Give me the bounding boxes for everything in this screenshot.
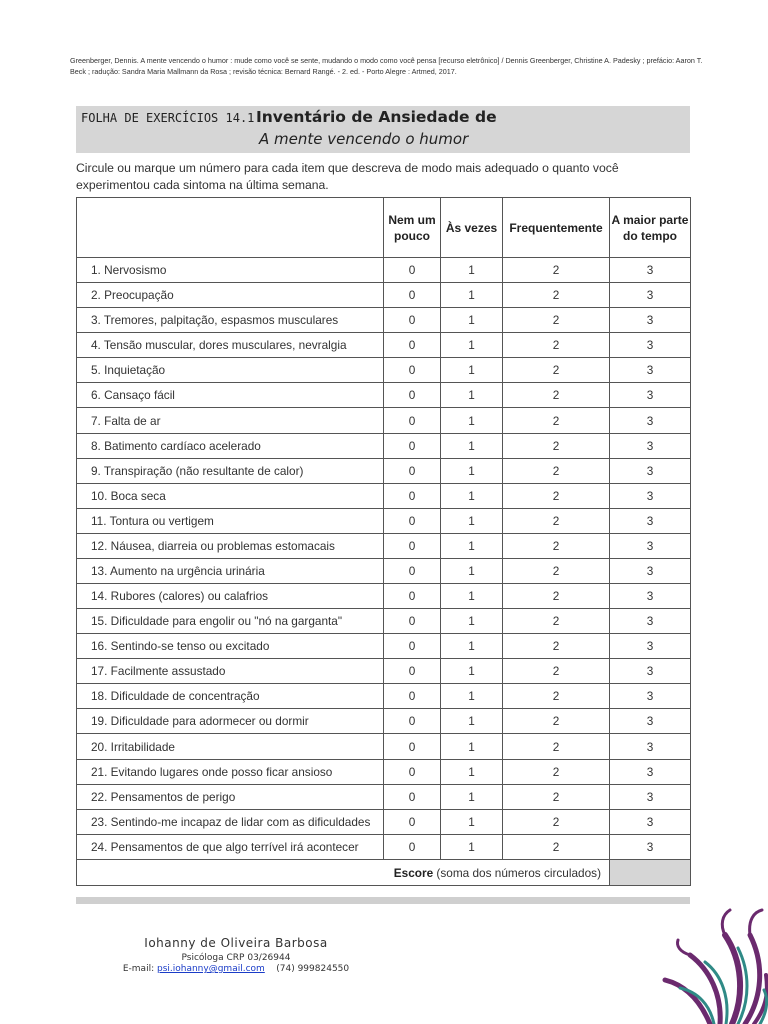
score-option-1[interactable]: 1 (441, 408, 503, 433)
table-row (77, 784, 691, 809)
header-frequentemente: Frequentemente (503, 198, 610, 258)
score-option-2[interactable]: 2 (503, 558, 610, 583)
score-option-1[interactable]: 1 (441, 784, 503, 809)
symptom-item: 1. Nervosismo (77, 258, 384, 283)
symptom-item: 2. Preocupação (77, 283, 384, 308)
score-option-0[interactable]: 0 (384, 383, 441, 408)
score-option-0[interactable]: 0 (384, 709, 441, 734)
score-option-0[interactable]: 0 (384, 759, 441, 784)
phone-number: (74) 999824550 (276, 964, 350, 974)
worksheet-title-box (76, 106, 690, 153)
score-option-1[interactable]: 1 (441, 609, 503, 634)
score-option-2[interactable]: 2 (503, 684, 610, 709)
score-option-3[interactable]: 3 (610, 383, 691, 408)
symptom-item: 3. Tremores, palpitação, espasmos musculares (77, 308, 384, 333)
worksheet-title: Inventário de Ansiedade de (256, 108, 497, 126)
symptom-item: 8. Batimento cardíaco acelerado (77, 433, 384, 458)
floral-logo-icon (650, 880, 768, 1024)
symptom-item: 24. Pensamentos de que algo terrível irá acontecer (77, 834, 384, 859)
score-option-1[interactable]: 1 (441, 709, 503, 734)
symptom-item: 13. Aumento na urgência urinária (77, 558, 384, 583)
table-row (77, 483, 691, 508)
score-option-0[interactable]: 0 (384, 408, 441, 433)
score-option-2[interactable]: 2 (503, 483, 610, 508)
score-option-0[interactable]: 0 (384, 508, 441, 533)
symptom-item: 5. Inquietação (77, 358, 384, 383)
author-crp: Psicóloga CRP 03/26944 (181, 953, 291, 963)
symptom-item: 14. Rubores (calores) ou calafrios (77, 584, 384, 609)
table-row (77, 584, 691, 609)
score-option-0[interactable]: 0 (384, 483, 441, 508)
header-item (77, 198, 384, 258)
score-row (77, 860, 691, 886)
score-option-3[interactable]: 3 (610, 508, 691, 533)
table-row (77, 834, 691, 859)
score-option-3[interactable]: 3 (610, 308, 691, 333)
score-option-2[interactable]: 2 (503, 383, 610, 408)
table-row (77, 283, 691, 308)
score-option-3[interactable]: 3 (610, 659, 691, 684)
table-row (77, 258, 691, 283)
symptom-item: 20. Irritabilidade (77, 734, 384, 759)
instructions-text: Circule ou marque um número para cada item que descreva de modo mais adequado o quanto você experimentou cada sintoma na última semana. (76, 161, 619, 192)
score-option-0[interactable]: 0 (384, 734, 441, 759)
score-option-0[interactable]: 0 (384, 584, 441, 609)
table-row (77, 609, 691, 634)
score-option-1[interactable]: 1 (441, 358, 503, 383)
score-option-1[interactable]: 1 (441, 333, 503, 358)
score-option-1[interactable]: 1 (441, 584, 503, 609)
score-option-2[interactable]: 2 (503, 809, 610, 834)
score-option-0[interactable]: 0 (384, 609, 441, 634)
score-option-2[interactable]: 2 (503, 433, 610, 458)
symptom-item: 21. Evitando lugares onde posso ficar ansioso (77, 759, 384, 784)
score-option-2[interactable]: 2 (503, 458, 610, 483)
score-option-1[interactable]: 1 (441, 834, 503, 859)
symptom-item: 23. Sentindo-me incapaz de lidar com as dificuldades (77, 809, 384, 834)
score-option-3[interactable]: 3 (610, 784, 691, 809)
score-option-0[interactable]: 0 (384, 358, 441, 383)
symptom-item: 10. Boca seca (77, 483, 384, 508)
symptom-item: 12. Náusea, diarreia ou problemas estomacais (77, 533, 384, 558)
score-option-2[interactable]: 2 (503, 634, 610, 659)
score-option-1[interactable]: 1 (441, 308, 503, 333)
score-option-1[interactable]: 1 (441, 734, 503, 759)
score-option-0[interactable]: 0 (384, 659, 441, 684)
score-label: Escore (393, 865, 434, 880)
score-option-2[interactable]: 2 (503, 784, 610, 809)
table-row (77, 809, 691, 834)
score-option-3[interactable]: 3 (610, 734, 691, 759)
score-option-3[interactable]: 3 (610, 759, 691, 784)
score-option-1[interactable]: 1 (441, 684, 503, 709)
email-label: E-mail: (122, 964, 157, 974)
score-option-1[interactable]: 1 (441, 458, 503, 483)
score-option-3[interactable]: 3 (610, 458, 691, 483)
table-row (77, 358, 691, 383)
score-option-1[interactable]: 1 (441, 634, 503, 659)
score-option-3[interactable]: 3 (610, 283, 691, 308)
symptom-item: 22. Pensamentos de perigo (77, 784, 384, 809)
table-row (77, 709, 691, 734)
table-row (77, 433, 691, 458)
score-option-0[interactable]: 0 (384, 558, 441, 583)
score-option-1[interactable]: 1 (441, 483, 503, 508)
table-row (77, 508, 691, 533)
score-option-0[interactable]: 0 (384, 834, 441, 859)
score-option-3[interactable]: 3 (610, 584, 691, 609)
score-option-3[interactable]: 3 (610, 834, 691, 859)
score-option-0[interactable]: 0 (384, 258, 441, 283)
score-option-2[interactable]: 2 (503, 709, 610, 734)
symptom-item: 18. Dificuldade de concentração (77, 684, 384, 709)
worksheet-kicker: FOLHA DE EXERCÍCIOS 14.1 (81, 111, 255, 125)
table-row (77, 383, 691, 408)
author-contact (0, 964, 620, 974)
score-option-1[interactable]: 1 (441, 383, 503, 408)
score-option-0[interactable]: 0 (384, 283, 441, 308)
symptom-item: 17. Facilmente assustado (77, 659, 384, 684)
score-option-0[interactable]: 0 (384, 433, 441, 458)
symptom-item: 4. Tensão muscular, dores musculares, nevralgia (77, 333, 384, 358)
symptom-item: 11. Tontura ou vertigem (77, 508, 384, 533)
score-option-3[interactable]: 3 (610, 634, 691, 659)
score-label-cell (77, 860, 610, 886)
score-option-0[interactable]: 0 (384, 533, 441, 558)
score-option-0[interactable]: 0 (384, 809, 441, 834)
worksheet-subtitle: A mente vencendo o humor (259, 130, 469, 148)
symptom-item: 7. Falta de ar (77, 408, 384, 433)
score-option-0[interactable]: 0 (384, 784, 441, 809)
email-link[interactable]: psi.iohanny@gmail.com (156, 964, 265, 974)
score-option-1[interactable]: 1 (441, 659, 503, 684)
table-header-row (77, 198, 691, 258)
bottom-divider-bar (76, 897, 690, 904)
score-option-2[interactable]: 2 (503, 258, 610, 283)
score-option-2[interactable]: 2 (503, 308, 610, 333)
score-option-2[interactable]: 2 (503, 333, 610, 358)
score-option-2[interactable]: 2 (503, 609, 610, 634)
score-option-2[interactable]: 2 (503, 734, 610, 759)
score-option-1[interactable]: 1 (441, 283, 503, 308)
score-option-0[interactable]: 0 (384, 634, 441, 659)
score-option-2[interactable]: 2 (503, 358, 610, 383)
score-option-3[interactable]: 3 (610, 408, 691, 433)
symptom-item: 6. Cansaço fácil (77, 383, 384, 408)
score-option-1[interactable]: 1 (441, 809, 503, 834)
score-option-3[interactable]: 3 (610, 258, 691, 283)
score-option-0[interactable]: 0 (384, 458, 441, 483)
score-option-2[interactable]: 2 (503, 508, 610, 533)
author-name: Iohanny de Oliveira Barbosa (144, 936, 328, 950)
score-option-3[interactable]: 3 (610, 709, 691, 734)
score-option-2[interactable]: 2 (503, 533, 610, 558)
score-option-2[interactable]: 2 (503, 408, 610, 433)
score-option-1[interactable]: 1 (441, 258, 503, 283)
score-option-3[interactable]: 3 (610, 333, 691, 358)
score-option-1[interactable]: 1 (441, 508, 503, 533)
score-option-3[interactable]: 3 (610, 433, 691, 458)
table-row (77, 308, 691, 333)
score-option-3[interactable]: 3 (610, 358, 691, 383)
score-option-1[interactable]: 1 (441, 759, 503, 784)
score-option-2[interactable]: 2 (503, 759, 610, 784)
header-maior-parte: A maior parte do tempo (610, 198, 691, 258)
score-option-3[interactable]: 3 (610, 609, 691, 634)
table-row (77, 533, 691, 558)
symptom-item: 15. Dificuldade para engolir ou "nó na garganta" (77, 609, 384, 634)
citation-text: Greenberger, Dennis. A mente vencendo o humor : mude como você se sente, mudando o modo como você pensa [recurso eletrônico] / Dennis Greenberger, Christine A. Padesky ; prefácio: Aaron T. Beck ; radução: Sandra Maria Mallmann da Rosa ; revisão técnica: Bernard Rangé. - 2. ed. - Porto Alegre : Artmed, 2017. (70, 56, 703, 76)
table-row (77, 408, 691, 433)
score-option-2[interactable]: 2 (503, 283, 610, 308)
score-option-1[interactable]: 1 (441, 433, 503, 458)
score-option-3[interactable]: 3 (610, 483, 691, 508)
score-note: (soma dos números circulados) (433, 865, 601, 880)
table-row (77, 734, 691, 759)
score-option-1[interactable]: 1 (441, 558, 503, 583)
table-row (77, 684, 691, 709)
score-option-1[interactable]: 1 (441, 533, 503, 558)
score-option-2[interactable]: 2 (503, 584, 610, 609)
score-option-3[interactable]: 3 (610, 533, 691, 558)
score-option-3[interactable]: 3 (610, 684, 691, 709)
table-row (77, 558, 691, 583)
table-row (77, 333, 691, 358)
score-option-0[interactable]: 0 (384, 333, 441, 358)
anxiety-inventory-table (76, 197, 691, 886)
table-row (77, 659, 691, 684)
table-row (77, 634, 691, 659)
score-option-0[interactable]: 0 (384, 684, 441, 709)
symptom-item: 19. Dificuldade para adormecer ou dormir (77, 709, 384, 734)
header-as-vezes: Às vezes (441, 198, 503, 258)
score-option-2[interactable]: 2 (503, 659, 610, 684)
header-nem-um-pouco: Nem um pouco (384, 198, 441, 258)
score-option-3[interactable]: 3 (610, 809, 691, 834)
symptom-item: 16. Sentindo-se tenso ou excitado (77, 634, 384, 659)
score-option-2[interactable]: 2 (503, 834, 610, 859)
score-option-0[interactable]: 0 (384, 308, 441, 333)
score-option-3[interactable]: 3 (610, 558, 691, 583)
table-row (77, 759, 691, 784)
table-row (77, 458, 691, 483)
symptom-item: 9. Transpiração (não resultante de calor) (77, 458, 384, 483)
